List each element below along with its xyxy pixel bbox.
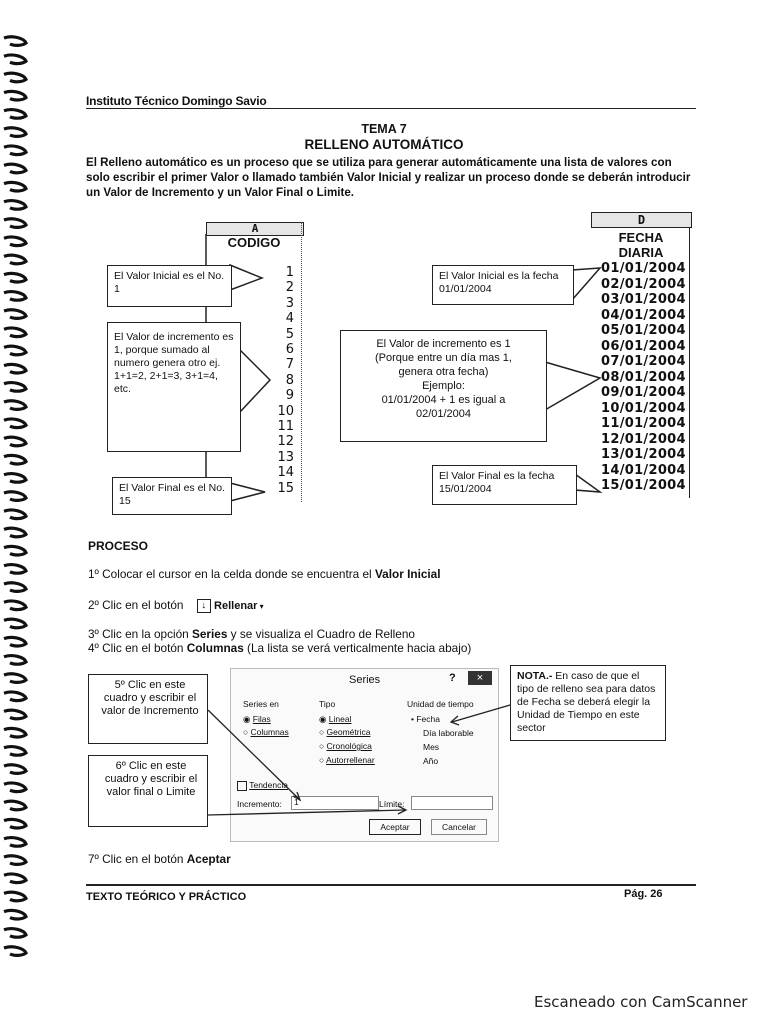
step-3-suffix: y se visualiza el Cuadro de Relleno [227,627,415,641]
column-a-cell: 15 [277,480,294,496]
column-a-cell: 7 [285,357,294,373]
footer-text: TEXTO TEÓRICO Y PRÁCTICO [86,891,247,903]
column-d-cell: 06/01/2004 [601,338,686,354]
callout-d-line-1: El Valor de incremento es 1 [376,338,511,350]
dialog-title: Series [349,674,381,686]
callout-initial-value-a: El Valor Inicial es el No. 1 [107,265,232,307]
column-d-cell: 03/01/2004 [601,292,686,307]
step-7 [88,852,231,866]
radio-autorrellenar-label: Autorrellenar [326,755,375,765]
radio-columnas-label: Columnas [250,727,289,737]
topic-number: TEMA 7 [361,122,407,136]
callout-d-line-3: genera otra fecha) [398,366,489,378]
column-d-cell: 07/01/2004 [601,354,686,369]
column-d-cell: 13/01/2004 [601,447,686,462]
radio-bullet-icon[interactable]: • [411,714,414,724]
step-6-arrow [208,810,405,815]
limite-label: Límite: [379,799,405,809]
step-7-text: 7º Clic en el botón [88,852,187,866]
help-icon[interactable]: ? [449,672,456,684]
column-a-cell: 4 [285,311,294,327]
nota-arrow [452,705,510,722]
step-1-bold: Valor Inicial [374,567,441,581]
column-a-cell: 10 [277,403,294,419]
scanner-watermark: Escaneado con CamScanner [534,993,748,1011]
unidad-mes[interactable]: Mes [423,742,440,752]
step-5-arrow [208,710,300,800]
step-1-text: 1º Colocar el cursor en la celda donde se encuentra el [88,567,375,581]
proceso-heading: PROCESO [88,539,149,553]
step-3-text: 3º Clic en la opción [88,627,192,641]
unidad-fecha-label: Fecha [416,714,440,724]
radio-filas-label: Filas [252,714,271,724]
institution-header: Instituto Técnico Domingo Savio [86,94,267,108]
callout-d-line-5: 01/01/2004 + 1 es igual a [381,394,506,406]
rellenar-button[interactable]: Rellenar [214,600,258,612]
column-d-cell: 14/01/2004 [601,462,686,478]
nota-bold: NOTA.- [517,670,553,682]
radio-empty-icon[interactable]: ○ [319,741,325,751]
column-a-cell: 3 [285,295,294,311]
callout-final-value-a: El Valor Final es el No. 15 [112,477,232,515]
callout-d-line-4: Ejemplo: [422,380,465,392]
column-d-cell: 08/01/2004 [601,369,686,385]
column-a-cell: 2 [285,280,294,296]
nota-text: En caso de que el tipo de relleno sea para datos de Fecha se deberá elegir la Unidad de Tiempo en este sector [517,670,656,734]
column-a-cell: 1 [285,265,294,280]
column-d-cell: 05/01/2004 [601,323,686,338]
topic-title: RELLENO AUTOMÁTICO [304,137,464,152]
incremento-label: Incremento: [237,799,282,809]
unidad-dia-laborable[interactable]: Día laborable [423,728,474,738]
series-en-label: Series en [243,699,279,709]
step-4-bold: Columnas [186,641,244,655]
column-a-letter: A [206,222,304,236]
tipo-label: Tipo [319,699,336,709]
callout-final-value-d: El Valor Final es la fecha 15/01/2004 [432,465,577,505]
aceptar-button[interactable]: Aceptar [369,819,421,835]
cancelar-button[interactable]: Cancelar [431,819,487,835]
radio-empty-icon[interactable]: ○ [243,727,249,737]
column-a-cell: 9 [285,388,294,404]
column-a-cell: 5 [285,326,294,342]
footer-rule [86,884,696,886]
callout-d-line-2: (Porque entre un día mas 1, [375,352,512,364]
column-d-cell: 11/01/2004 [601,416,686,431]
column-d-cell: 02/01/2004 [601,276,686,292]
unidad-ano[interactable]: Año [423,756,439,766]
unidad-label: Unidad de tiempo [407,699,474,709]
callout-d-line-6: 02/01/2004 [415,408,472,420]
page-number: Pág. 26 [624,888,663,900]
step-3-bold: Series [191,627,228,641]
step-5-box: 5º Clic en este cuadro y escribir el valor de Incremento [88,674,208,744]
step-4-suffix: (La lista se verá verticalmente hacia abajo) [243,641,472,655]
fill-down-icon[interactable]: ↓ [197,599,211,613]
column-d-cell: 04/01/2004 [601,307,686,323]
column-a-cell: 6 [285,342,294,358]
radio-cronologica-label: Cronológica [326,741,372,751]
step-2-text: 2º Clic en el botón [88,598,184,612]
radio-selected-icon[interactable]: ◉ [319,714,327,724]
column-a-cell: 12 [277,434,294,450]
chevron-down-icon[interactable]: ▾ [257,602,264,611]
column-d-cell: 09/01/2004 [601,385,686,400]
column-d-cell: 15/01/2004 [601,478,686,493]
column-d-header-2: DIARIA [618,245,664,260]
column-a-header: CODIGO [227,235,281,250]
column-d-cell: 01/01/2004 [601,261,686,276]
column-a-cell: 13 [277,449,294,465]
intro-paragraph: El Relleno automático es un proceso que se utiliza para generar automáticamente una lista de valores con solo escribir el primer Valor o llamado también Valor Inicial y realizar un proceso donde se deberán introducir un Valor de Incremento y un Valor Final o Limite. [86,156,691,199]
column-a-cell: 11 [277,419,294,435]
incremento-input[interactable]: 1 [291,796,379,810]
radio-geometrica-label: Geométrica [326,727,371,737]
radio-empty-icon[interactable]: ○ [319,755,325,765]
radio-selected-icon[interactable]: ◉ [243,714,251,724]
radio-empty-icon[interactable]: ○ [319,727,325,737]
radio-lineal-label: Lineal [328,714,352,724]
column-d-letter: D [591,212,692,228]
callout-increment-value-a: El Valor de incremento es 1, porque sumado al numero genera otro ej. 1+1=2, 2+1=3, 3+1=4, etc. [107,322,241,452]
tendencia-label: Tendencia [249,780,288,790]
column-d-header-1: FECHA [618,230,664,245]
step-6-box: 6º Clic en este cuadro y escribir el valor final o Limite [88,755,208,827]
close-icon[interactable]: × [468,671,492,685]
column-a-cell: 8 [285,372,294,388]
column-d-cell: 10/01/2004 [601,400,686,416]
step-7-bold: Aceptar [186,852,231,866]
column-d-cell: 12/01/2004 [601,431,686,447]
callout-initial-value-d: El Valor Inicial es la fecha 01/01/2004 [432,265,574,305]
column-a-cell: 14 [277,465,294,481]
step-4-text: 4º Clic en el botón [88,641,187,655]
